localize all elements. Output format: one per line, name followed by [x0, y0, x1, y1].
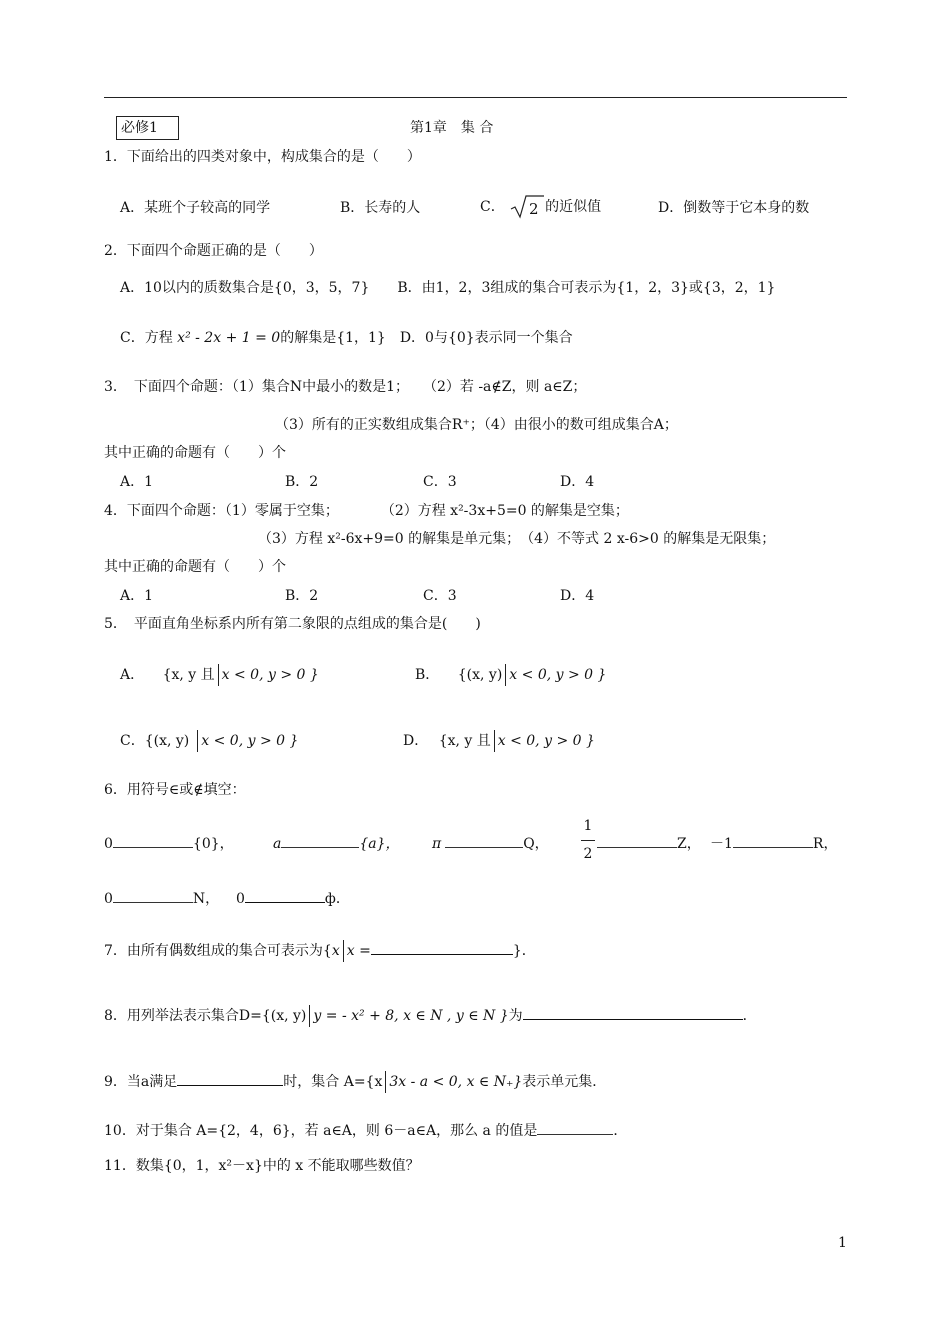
- q2-option-cd-text: 的解集是{1，1} D．0与{0}表示同一个集合: [280, 330, 573, 346]
- q6-item-6-set: N，: [192, 891, 220, 907]
- q5-c-label: C．: [120, 733, 145, 749]
- q5-d-condition: x < 0, y > 0 }: [497, 733, 595, 749]
- q1-option-c-text: 的近似值: [545, 199, 602, 215]
- q6-item-1-elem: 0: [104, 836, 113, 852]
- answer-blank[interactable]: [733, 833, 813, 848]
- q8-end: ．: [742, 1008, 757, 1024]
- q8-suffix: 为: [508, 1008, 523, 1024]
- set-bar: [309, 1005, 310, 1027]
- q9-condition: 3x - a < 0, x ∈ N₊}: [389, 1074, 523, 1090]
- q5-c-set: {(x, y): [144, 733, 190, 749]
- q2-option-c-label: C．方程: [120, 330, 173, 346]
- set-bar: [505, 664, 506, 686]
- answer-blank[interactable]: [281, 833, 359, 848]
- q1-option-d: D．倒数等于它本身的数: [658, 200, 810, 216]
- q2-options-cd: [120, 329, 573, 347]
- q6-item-1-set: {0}，: [192, 836, 234, 852]
- answer-blank[interactable]: [523, 1005, 743, 1020]
- page-number: 1: [838, 1235, 847, 1251]
- q5-option-c: [120, 730, 298, 752]
- q3-option-b: B．2: [285, 474, 319, 490]
- q6-item-3-elem: π: [432, 836, 442, 852]
- q6-item-4-set: Z，: [677, 836, 701, 852]
- set-bar: [385, 1071, 386, 1093]
- q7-condition: x =: [346, 943, 371, 959]
- fraction-one-half: [581, 818, 595, 862]
- q5-c-condition: x < 0, y > 0 }: [201, 733, 299, 749]
- q9: [104, 1071, 606, 1093]
- q1-option-c: [480, 193, 601, 221]
- q6-item-2: [273, 833, 400, 853]
- chapter-title: 第1章 集 合: [410, 120, 494, 136]
- q4-line1: 4．下面四个命题：（1）零属于空集； （2）方程 x²-3x+5=0 的解集是空集；: [104, 503, 629, 519]
- q3-option-d: D．4: [560, 474, 595, 490]
- q1-option-a: A．某班个子较高的同学: [120, 200, 271, 216]
- sqrt-symbol: [509, 193, 545, 221]
- q5-a-set: {x, y 且: [162, 667, 215, 683]
- q6-stem: 6．用符号∈或∉填空：: [104, 782, 246, 798]
- q1-stem: 1．下面给出的四类对象中，构成集合的是（ ）: [104, 149, 421, 165]
- q5-b-set: {(x, y): [457, 667, 503, 683]
- answer-blank[interactable]: [113, 833, 193, 848]
- q6-item-5-set: R，: [812, 836, 838, 852]
- fraction-denominator: 2: [583, 846, 593, 862]
- q4-option-c: C．3: [423, 588, 457, 604]
- q6-item-7-set: ф．: [324, 891, 350, 907]
- q5-a-label: A．: [120, 667, 145, 683]
- q10: [104, 1120, 627, 1140]
- set-bar: [218, 664, 219, 686]
- answer-blank[interactable]: [445, 833, 523, 848]
- q4-option-a: A．1: [120, 588, 154, 604]
- q3-option-c: C．3: [423, 474, 457, 490]
- set-bar: [494, 730, 495, 752]
- q10-end: ．: [613, 1123, 628, 1139]
- q10-text: 10．对于集合 A={2，4，6}，若 a∈A，则 6－a∈A，那么 a 的值是: [104, 1123, 538, 1139]
- q2-equation: x² - 2x + 1 = 0: [177, 330, 281, 346]
- sqrt-radicand: 2: [529, 200, 539, 218]
- q11: 11．数集{0，1，x²－x}中的 x 不能取哪些数值？: [104, 1158, 420, 1174]
- q3-line3: 其中正确的命题有（ ）个: [104, 445, 286, 461]
- q7-variable: x: [331, 943, 340, 959]
- q5-option-a: [120, 664, 319, 686]
- q2-stem: 2．下面四个命题正确的是（ ）: [104, 243, 323, 259]
- q4-line3: 其中正确的命题有（ ）个: [104, 559, 286, 575]
- q5-stem: 5． 平面直角坐标系内所有第二象限的点组成的集合是( ): [104, 616, 481, 632]
- q4-line2: （3）方程 x²-6x+9=0 的解集是单元集； （4）不等式 2 x-6>0 的解集是无限集；: [258, 531, 776, 547]
- q4-option-b: B．2: [285, 588, 319, 604]
- q6-item-3-set: Q，: [523, 836, 549, 852]
- answer-blank[interactable]: [537, 1120, 613, 1135]
- q5-d-label: D．: [403, 733, 429, 749]
- q8-condition: y = - x² + 8, x ∈ N , y ∈ N }: [313, 1008, 509, 1024]
- q6-item-7-elem: 0: [236, 891, 245, 907]
- q5-d-set: {x, y 且: [438, 733, 491, 749]
- q7: [104, 940, 536, 962]
- q5-b-condition: x < 0, y > 0 }: [509, 667, 607, 683]
- q7-close: }．: [512, 943, 536, 959]
- q6-item-5: [710, 833, 837, 853]
- q9-text: 9．当a满足: [104, 1074, 178, 1090]
- q6-item-2-elem: a: [273, 836, 282, 852]
- q5-a-condition: x < 0, y > 0 }: [221, 667, 319, 683]
- q9-suffix: 表示单元集．: [522, 1074, 607, 1090]
- set-bar: [343, 940, 344, 962]
- header-rule: [104, 97, 847, 98]
- q6-item-4: [597, 833, 701, 853]
- q6-item-5-elem: －1: [710, 836, 733, 852]
- q9-mid: 时，集合 A={x: [283, 1074, 383, 1090]
- q8-text: 8．用列举法表示集合D={(x, y): [104, 1008, 307, 1024]
- q5-option-b: [415, 664, 606, 686]
- answer-blank[interactable]: [371, 940, 513, 955]
- q6-item-6-elem: 0: [104, 891, 113, 907]
- q4-option-d: D．4: [560, 588, 595, 604]
- q6-item-7: [236, 888, 350, 908]
- q8: [104, 1005, 757, 1027]
- q3-line1: 3． 下面四个命题：（1）集合N中最小的数是1； （2）若 -a∉Z，则 a∈Z；: [104, 379, 587, 395]
- q1-option-b: B．长寿的人: [340, 200, 421, 216]
- q5-option-d: [403, 730, 595, 752]
- q6-item-2-set: {a}，: [359, 836, 400, 852]
- answer-blank[interactable]: [597, 833, 677, 848]
- q5-b-label: B．: [415, 667, 440, 683]
- course-label: 必修1: [116, 116, 179, 140]
- q6-item-1: [104, 833, 234, 853]
- answer-blank[interactable]: [245, 888, 325, 903]
- q3-option-a: A．1: [120, 474, 154, 490]
- q7-text: 7．由所有偶数组成的集合可表示为{: [104, 943, 332, 959]
- set-bar: [197, 730, 198, 752]
- q6-item-6: [104, 888, 219, 908]
- q2-options-ab: A．10以内的质数集合是{0，3，5，7} B．由1，2，3组成的集合可表示为{1，2，3}或{3，2，1}: [120, 280, 776, 296]
- answer-blank[interactable]: [113, 888, 193, 903]
- q6-item-3: [432, 833, 549, 853]
- q1-option-c-label: C．: [480, 199, 505, 215]
- q3-line2: （3）所有的正实数组成集合R⁺；（4）由很小的数可组成集合A；: [275, 417, 678, 433]
- answer-blank[interactable]: [177, 1071, 283, 1086]
- fraction-line: [581, 840, 595, 841]
- fraction-numerator: 1: [583, 818, 593, 834]
